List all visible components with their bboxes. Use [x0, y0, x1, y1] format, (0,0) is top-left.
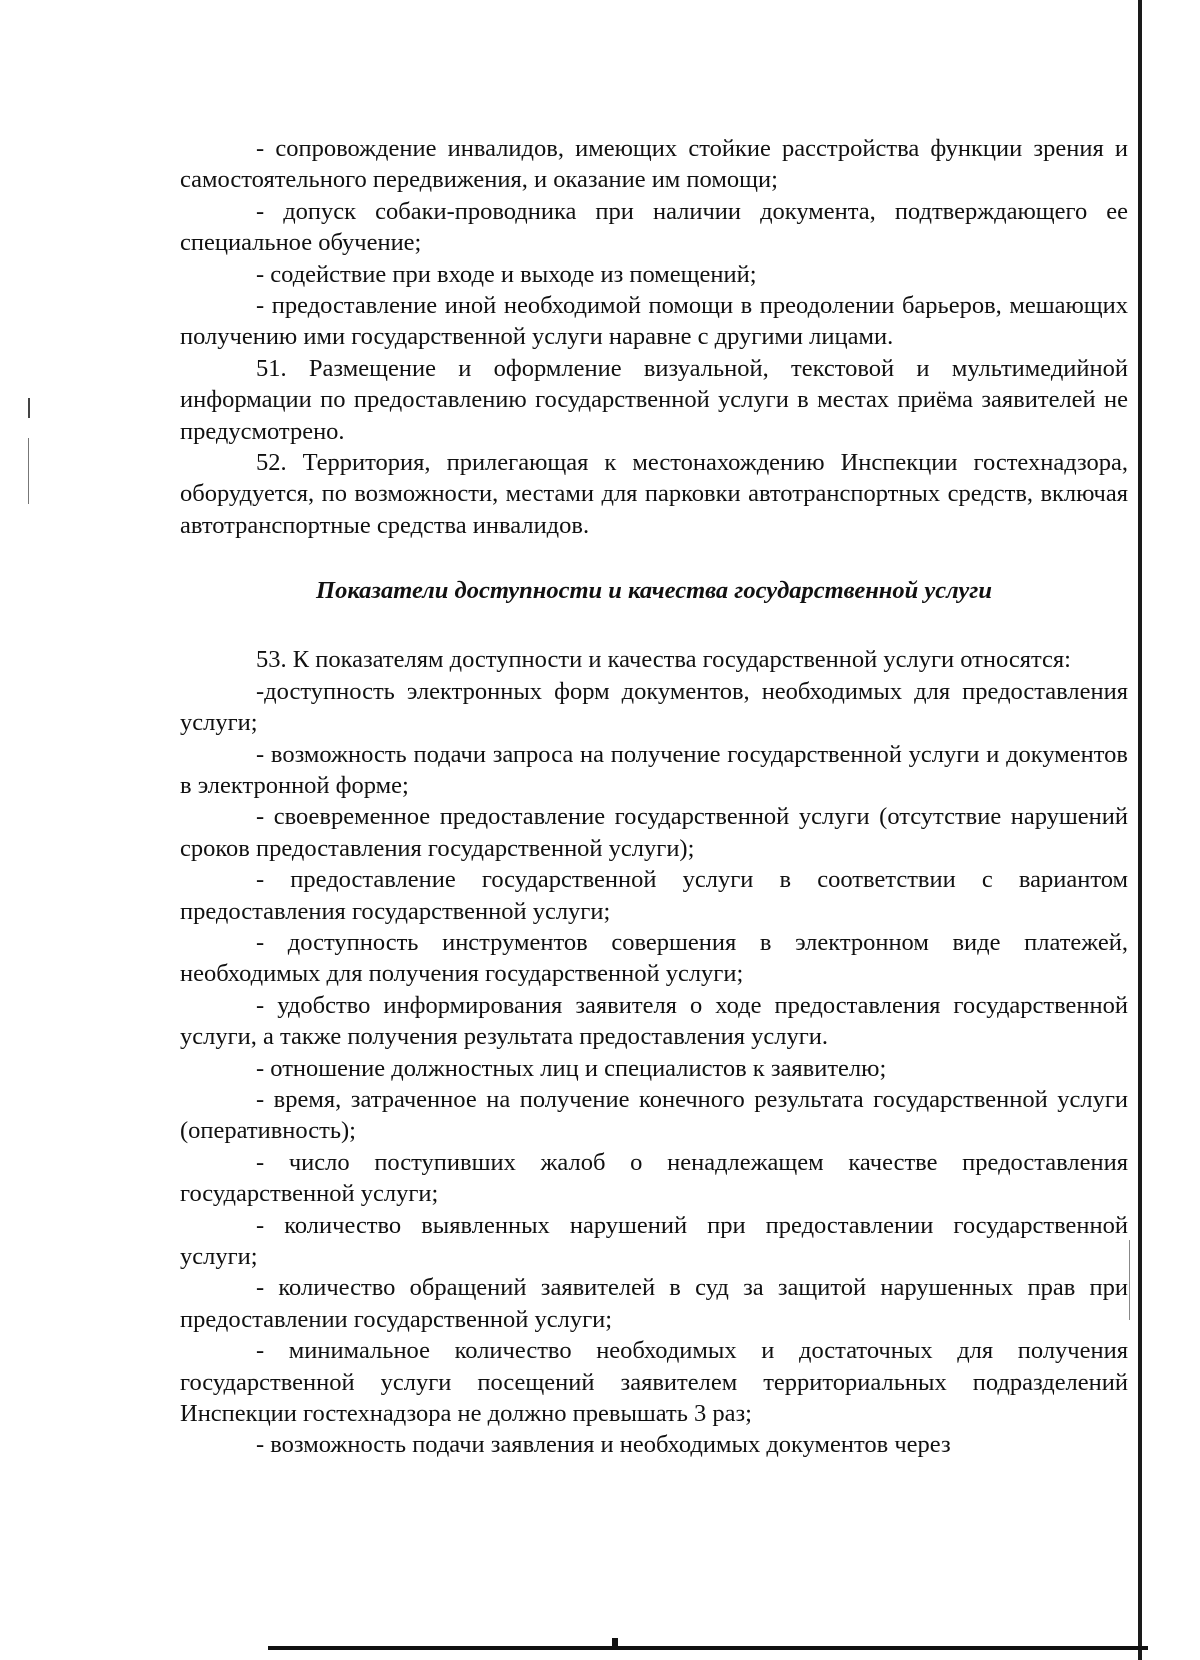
paragraph: - сопровождение инвалидов, имеющих стойкие расстройства функции зрения и самостоятельного передвижения, и оказание им помощи; — [180, 135, 1128, 194]
paragraph-53: 53. К показателям доступности и качества государственной услуги относятся: — [256, 646, 1071, 674]
list-item: - доступность инструментов совершения в электронном виде платежей, необходимых для получения государственной услуги; — [180, 928, 1128, 988]
list-item: - время, затраченное на получение конечного результата государственной услуги (оперативность); — [180, 1085, 1128, 1145]
section-heading: Показатели доступности и качества государственной услуги — [316, 577, 992, 605]
list-item: - количество обращений заявителей в суд за защитой нарушенных прав при предоставлении государственной услуги; — [180, 1274, 1128, 1333]
scan-left-mark — [28, 398, 30, 418]
list-item: - количество выявленных нарушений при предоставлении государственной услуги; — [180, 1211, 1128, 1270]
document-body — [180, 133, 1128, 1461]
list-item: -доступность электронных форм документов, необходимых для предоставления услуги; — [180, 677, 1128, 737]
scan-bottom-edge — [268, 1646, 1148, 1650]
list-item: - минимальное количество необходимых и достаточных для получения государственной услуги посещений заявителем территориальных подразделений Инспекции гостехнадзора не должно превышать 3 раз; — [180, 1337, 1128, 1428]
scan-right-edge — [1138, 0, 1142, 1660]
list-item: - возможность подачи запроса на получение государственной услуги и документов в электронной форме; — [180, 740, 1128, 799]
paragraph-52: 52. Территория, прилегающая к местонахождению Инспекции гостехнадзора, оборудуется, по возможности, местами для парковки автотранспортных средств, включая автотранспортные средства инвалидов. — [180, 449, 1128, 539]
list-item: - удобство информирования заявителя о ходе предоставления государственной услуги, а также получения результата предоставления услуги. — [180, 991, 1128, 1051]
list-item: - возможность подачи заявления и необходимых документов через — [256, 1431, 951, 1459]
paragraph-51: 51. Размещение и оформление визуальной, текстовой и мультимедийной информации по предоставлению государственной услуги в местах приёма заявителей не предусмотрено. — [180, 354, 1128, 445]
list-item: - отношение должностных лиц и специалистов к заявителю; — [256, 1054, 887, 1082]
scan-bottom-tick — [612, 1638, 618, 1650]
paragraph: - предоставление иной необходимой помощи в преодолении барьеров, мешающих получению ими государственной услуги наравне с другими лицами. — [180, 292, 1128, 351]
list-item: - своевременное предоставление государственной услуги (отсутствие нарушений сроков предоставления государственной услуги); — [180, 803, 1128, 862]
scan-left-mark-2 — [28, 438, 29, 504]
list-item: - предоставление государственной услуги в соответствии с вариантом предоставления государственной услуги; — [180, 866, 1128, 925]
scan-edge-mark — [1129, 1240, 1130, 1320]
paragraph: - допуск собаки-проводника при наличии документа, подтверждающего ее специальное обучение; — [180, 197, 1128, 257]
list-item: - число поступивших жалоб о ненадлежащем качестве предоставления государственной услуги; — [180, 1148, 1128, 1208]
paragraph: - содействие при входе и выходе из помещений; — [256, 260, 757, 288]
